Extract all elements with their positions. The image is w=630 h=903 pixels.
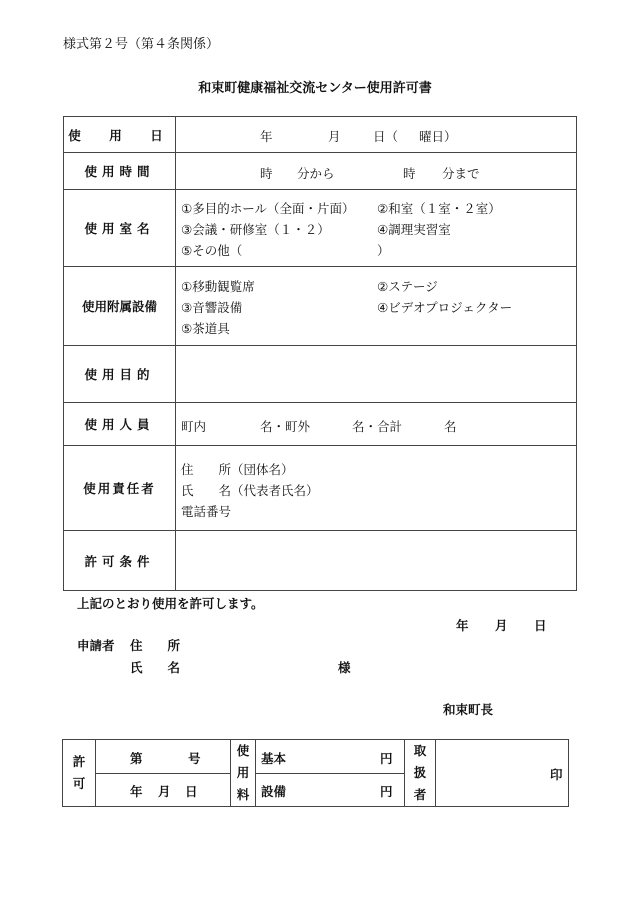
seal-cell[interactable] [436, 740, 569, 807]
form-number-label: 様式第２号（第４条関係） [63, 37, 220, 52]
row-purpose [64, 346, 577, 403]
permit-char-2: 可 [72, 776, 86, 791]
base-fee-cell[interactable] [256, 740, 405, 774]
row-people [64, 403, 577, 446]
handler-cell [405, 740, 436, 807]
month-text: 月 [328, 129, 341, 144]
date-label: 使 用 日 [64, 117, 176, 153]
base-fee-yen: 円 [380, 751, 393, 766]
row-responsible [64, 446, 577, 531]
responsible-name: 氏 名（代表者氏名） [181, 483, 319, 498]
permit-month: 月 [495, 618, 508, 633]
room-option[interactable]: ⑤その他（ [181, 243, 243, 258]
start-hour-text: 時 [260, 166, 273, 181]
people-label: 使用人員 [64, 403, 176, 446]
application-table [63, 116, 577, 591]
fee-cell [231, 740, 256, 807]
total-text: 名・合計 [352, 419, 403, 434]
row-conditions [64, 531, 577, 591]
fee-char-1: 使 [236, 743, 250, 758]
room-label: 使用室名 [64, 190, 176, 267]
purpose-field[interactable] [176, 346, 577, 403]
room-option[interactable]: ③会議・研修室（１・２） [181, 222, 330, 237]
permit-day: 日 [534, 618, 547, 633]
equip-fee-cell[interactable] [256, 774, 405, 807]
room-option[interactable]: ④調理実習室 [377, 222, 451, 237]
room-option[interactable]: ①多目的ホール（全面・片面） [181, 201, 355, 216]
number-prefix: 第 [130, 751, 143, 766]
room-other-close: ） [377, 243, 390, 258]
out-town-text: 名・町外 [260, 419, 311, 434]
conditions-field[interactable] [176, 531, 577, 591]
day-text: 日（ [373, 129, 399, 144]
fee-char-2: 用 [236, 765, 250, 780]
responsible-address: 住 所（団体名） [181, 462, 294, 477]
applicant-honorific: 様 [338, 660, 351, 675]
permit-char-1: 許 [72, 754, 86, 769]
row-date [64, 117, 577, 153]
equipment-label: 使用附属設備 [64, 267, 176, 346]
applicant-name-label: 氏 名 [130, 660, 181, 675]
bottom-year: 年 [130, 784, 143, 799]
number-suffix: 号 [188, 751, 201, 766]
room-options [176, 190, 577, 267]
from-text: 分から [297, 166, 335, 181]
responsible-field[interactable] [176, 446, 577, 531]
permit-date-cell[interactable] [96, 774, 231, 807]
time-label: 使用時間 [64, 153, 176, 190]
applicant-address-label: 住 所 [130, 638, 181, 653]
people-unit-text: 名 [444, 419, 457, 434]
equipment-option[interactable]: ②ステージ [377, 279, 438, 294]
weekday-text: 曜日） [419, 129, 457, 144]
permit-statement: 上記のとおり使用を許可します。 [77, 596, 264, 611]
until-text: 分まで [442, 166, 480, 181]
equip-fee-yen: 円 [380, 784, 393, 799]
conditions-label: 許可条件 [64, 531, 176, 591]
issuer-label: 和束町長 [443, 702, 494, 717]
permit-year: 年 [456, 618, 469, 633]
permit-number-cell[interactable] [96, 740, 231, 774]
year-text: 年 [260, 129, 273, 144]
base-fee-label: 基本 [261, 751, 287, 766]
handler-char-3: 者 [413, 787, 427, 802]
in-town-text: 町内 [181, 419, 207, 434]
responsible-phone: 電話番号 [181, 504, 232, 519]
equip-fee-label: 設備 [261, 784, 287, 799]
fee-char-3: 料 [236, 787, 250, 802]
permit-cell [63, 740, 96, 807]
applicant-heading: 申請者 [77, 638, 115, 653]
document-title: 和束町健康福祉交流センター使用許可書 [198, 81, 432, 96]
bottom-day: 日 [185, 784, 198, 799]
seal-mark: 印 [550, 767, 563, 782]
people-field[interactable] [176, 403, 577, 446]
equipment-option[interactable]: ④ビデオプロジェクター [377, 300, 513, 315]
handler-char-2: 扱 [413, 765, 427, 780]
handler-char-1: 取 [413, 743, 427, 758]
row-time [64, 153, 577, 190]
room-option[interactable]: ②和室（１室・２室） [377, 201, 501, 216]
time-field[interactable] [176, 153, 577, 190]
end-hour-text: 時 [403, 166, 416, 181]
equipment-options [176, 267, 577, 346]
equipment-option[interactable]: ⑤茶道具 [181, 321, 230, 336]
processing-table [62, 739, 569, 807]
row-equipment [64, 267, 577, 346]
date-field[interactable] [176, 117, 577, 153]
row-room [64, 190, 577, 267]
equipment-option[interactable]: ①移動観覧席 [181, 279, 255, 294]
equipment-option[interactable]: ③音響設備 [181, 300, 243, 315]
responsible-label: 使用責任者 [64, 446, 176, 531]
purpose-label: 使用目的 [64, 346, 176, 403]
bottom-month: 月 [158, 784, 171, 799]
